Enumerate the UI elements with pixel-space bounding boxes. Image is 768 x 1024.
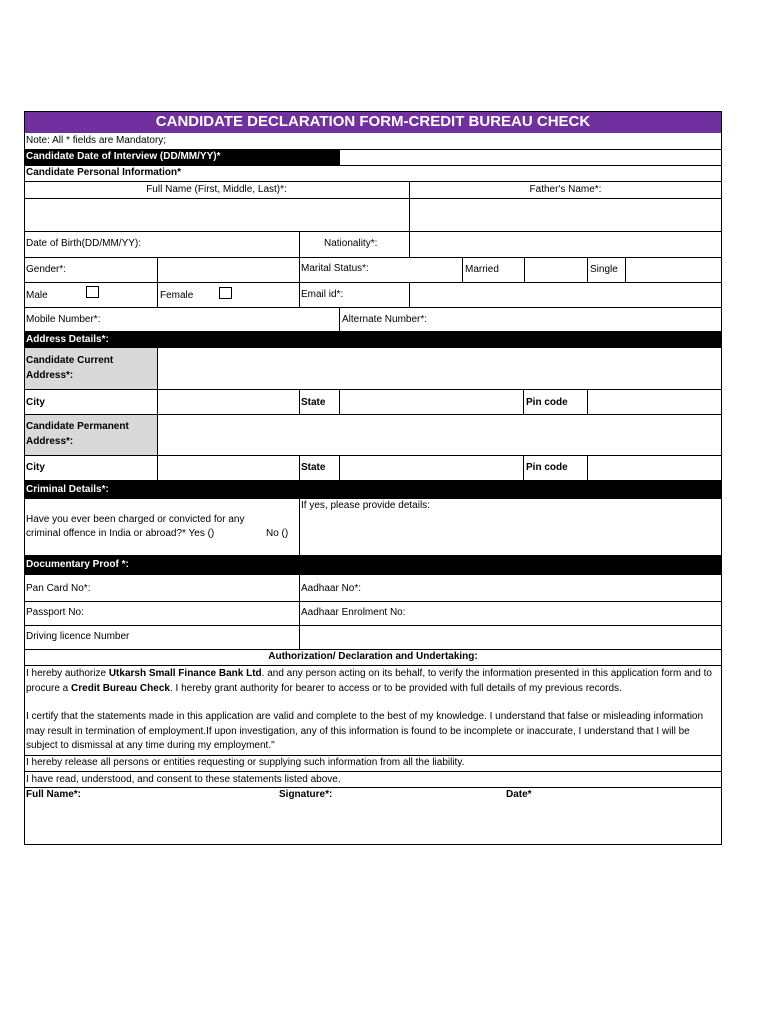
aadhaar-label: Aadhaar No*:	[301, 583, 362, 594]
dob-field[interactable]	[160, 232, 299, 257]
permanent-address-label-2: Address*:	[26, 436, 74, 447]
mandatory-note: Note: All * fields are Mandatory;	[26, 135, 167, 146]
credit-bureau-check-text: Credit Bureau Check	[71, 682, 170, 694]
permanent-state-field[interactable]	[340, 456, 523, 480]
married-field[interactable]	[525, 258, 587, 282]
consent-statement: I have read, understood, and consent to these statements listed above.	[26, 774, 341, 785]
marital-status-label: Marital Status*:	[301, 263, 369, 274]
personal-info-label: Candidate Personal Information*	[26, 167, 182, 178]
permanent-city-field[interactable]	[158, 456, 299, 480]
authorization-header: Authorization/ Declaration and Undertaking:	[268, 651, 478, 662]
criminal-section-label: Criminal Details*:	[26, 484, 109, 495]
current-address-label-2: Address*:	[26, 370, 74, 381]
female-label: Female	[160, 290, 194, 301]
nationality-field[interactable]	[410, 232, 721, 257]
gender-label: Gender*:	[26, 264, 67, 275]
current-city-label: City	[26, 397, 45, 408]
footer-full-name-label: Full Name*:	[26, 789, 82, 800]
address-section-bar	[24, 331, 722, 348]
current-address-field[interactable]	[158, 349, 721, 389]
signature-area[interactable]	[25, 802, 721, 844]
form-title: CANDIDATE DECLARATION FORM-CREDIT BUREAU CHECK	[155, 113, 591, 130]
declaration-paragraph-2: I certify that the statements made in this application are valid and complete to the best of my knowledge. I understand that false or misleading information may result in termination of employment.If upon investigation, any of this information is found to be incomplete or inaccurate, I understand that I will be subject to dismissal at any time during my employment."	[26, 711, 704, 751]
permanent-state-label: State	[301, 462, 326, 473]
criminal-no-option[interactable]: No ()	[266, 528, 289, 539]
driving-licence-label: Driving licence Number	[26, 631, 130, 642]
alternate-field[interactable]	[440, 308, 721, 331]
documentary-section-label: Documentary Proof *:	[26, 559, 129, 570]
mobile-field[interactable]	[130, 308, 338, 331]
single-label: Single	[590, 264, 618, 275]
full-name-field[interactable]	[25, 199, 409, 231]
fathers-name-field[interactable]	[410, 199, 721, 231]
permanent-address-label-1: Candidate Permanent	[26, 421, 129, 432]
criminal-details-field[interactable]	[300, 513, 721, 555]
bank-name: Utkarsh Small Finance Bank Ltd	[108, 668, 262, 679]
passport-label: Passport No:	[26, 607, 84, 618]
nationality-label: Nationality*:	[324, 238, 378, 249]
current-address-label-1: Candidate Current	[26, 355, 114, 366]
interview-date-field[interactable]	[340, 149, 722, 165]
mobile-label: Mobile Number*:	[26, 314, 101, 325]
male-checkbox[interactable]	[86, 286, 99, 298]
release-statement: I hereby release all persons or entities requesting or supplying such information from all the liability.	[26, 757, 465, 768]
current-pincode-label: Pin code	[526, 397, 568, 408]
address-section-label: Address Details*:	[26, 334, 109, 345]
current-state-label: State	[301, 397, 326, 408]
driving-licence-field[interactable]	[300, 626, 721, 649]
interview-date-label: Candidate Date of Interview (DD/MM/YY)*	[26, 151, 221, 162]
criminal-question-1: Have you ever been charged or convicted for any	[26, 514, 245, 525]
fathers-name-header: Father's Name*:	[529, 184, 602, 195]
current-state-field[interactable]	[340, 390, 523, 414]
dob-label: Date of Birth(DD/MM/YY):	[26, 238, 142, 249]
email-label: Email id*:	[301, 289, 344, 300]
declaration-paragraph-1: I hereby authorize Utkarsh Small Finance Bank Ltd. and any person acting on its behalf, to verify the information presented in this application form and to procure a Credit Bureau Check. I hereby grant authority for bearer to access or to be provided with full details of my previous records.	[26, 668, 712, 694]
criminal-details-label: If yes, please provide details:	[301, 500, 430, 511]
full-name-header: Full Name (First, Middle, Last)*:	[146, 184, 287, 195]
male-label: Male	[26, 290, 48, 301]
permanent-pincode-label: Pin code	[526, 462, 568, 473]
alternate-label: Alternate Number*:	[342, 314, 428, 325]
criminal-section-bar	[24, 480, 722, 499]
permanent-address-field[interactable]	[158, 415, 721, 455]
current-city-field[interactable]	[158, 390, 299, 414]
pan-label: Pan Card No*:	[26, 583, 91, 594]
criminal-question-2: criminal offence in India or abroad?* Yes ()	[26, 528, 215, 539]
email-field[interactable]	[410, 283, 721, 307]
footer-signature-label: Signature*:	[279, 789, 333, 800]
footer-date-label: Date*	[506, 789, 532, 800]
permanent-pincode-field[interactable]	[588, 456, 721, 480]
single-field[interactable]	[626, 258, 721, 282]
married-label: Married	[465, 264, 499, 275]
aadhaar-enrolment-label: Aadhaar Enrolment No:	[301, 607, 406, 618]
female-checkbox[interactable]	[219, 287, 232, 299]
permanent-city-label: City	[26, 462, 45, 473]
current-pincode-field[interactable]	[588, 390, 721, 414]
